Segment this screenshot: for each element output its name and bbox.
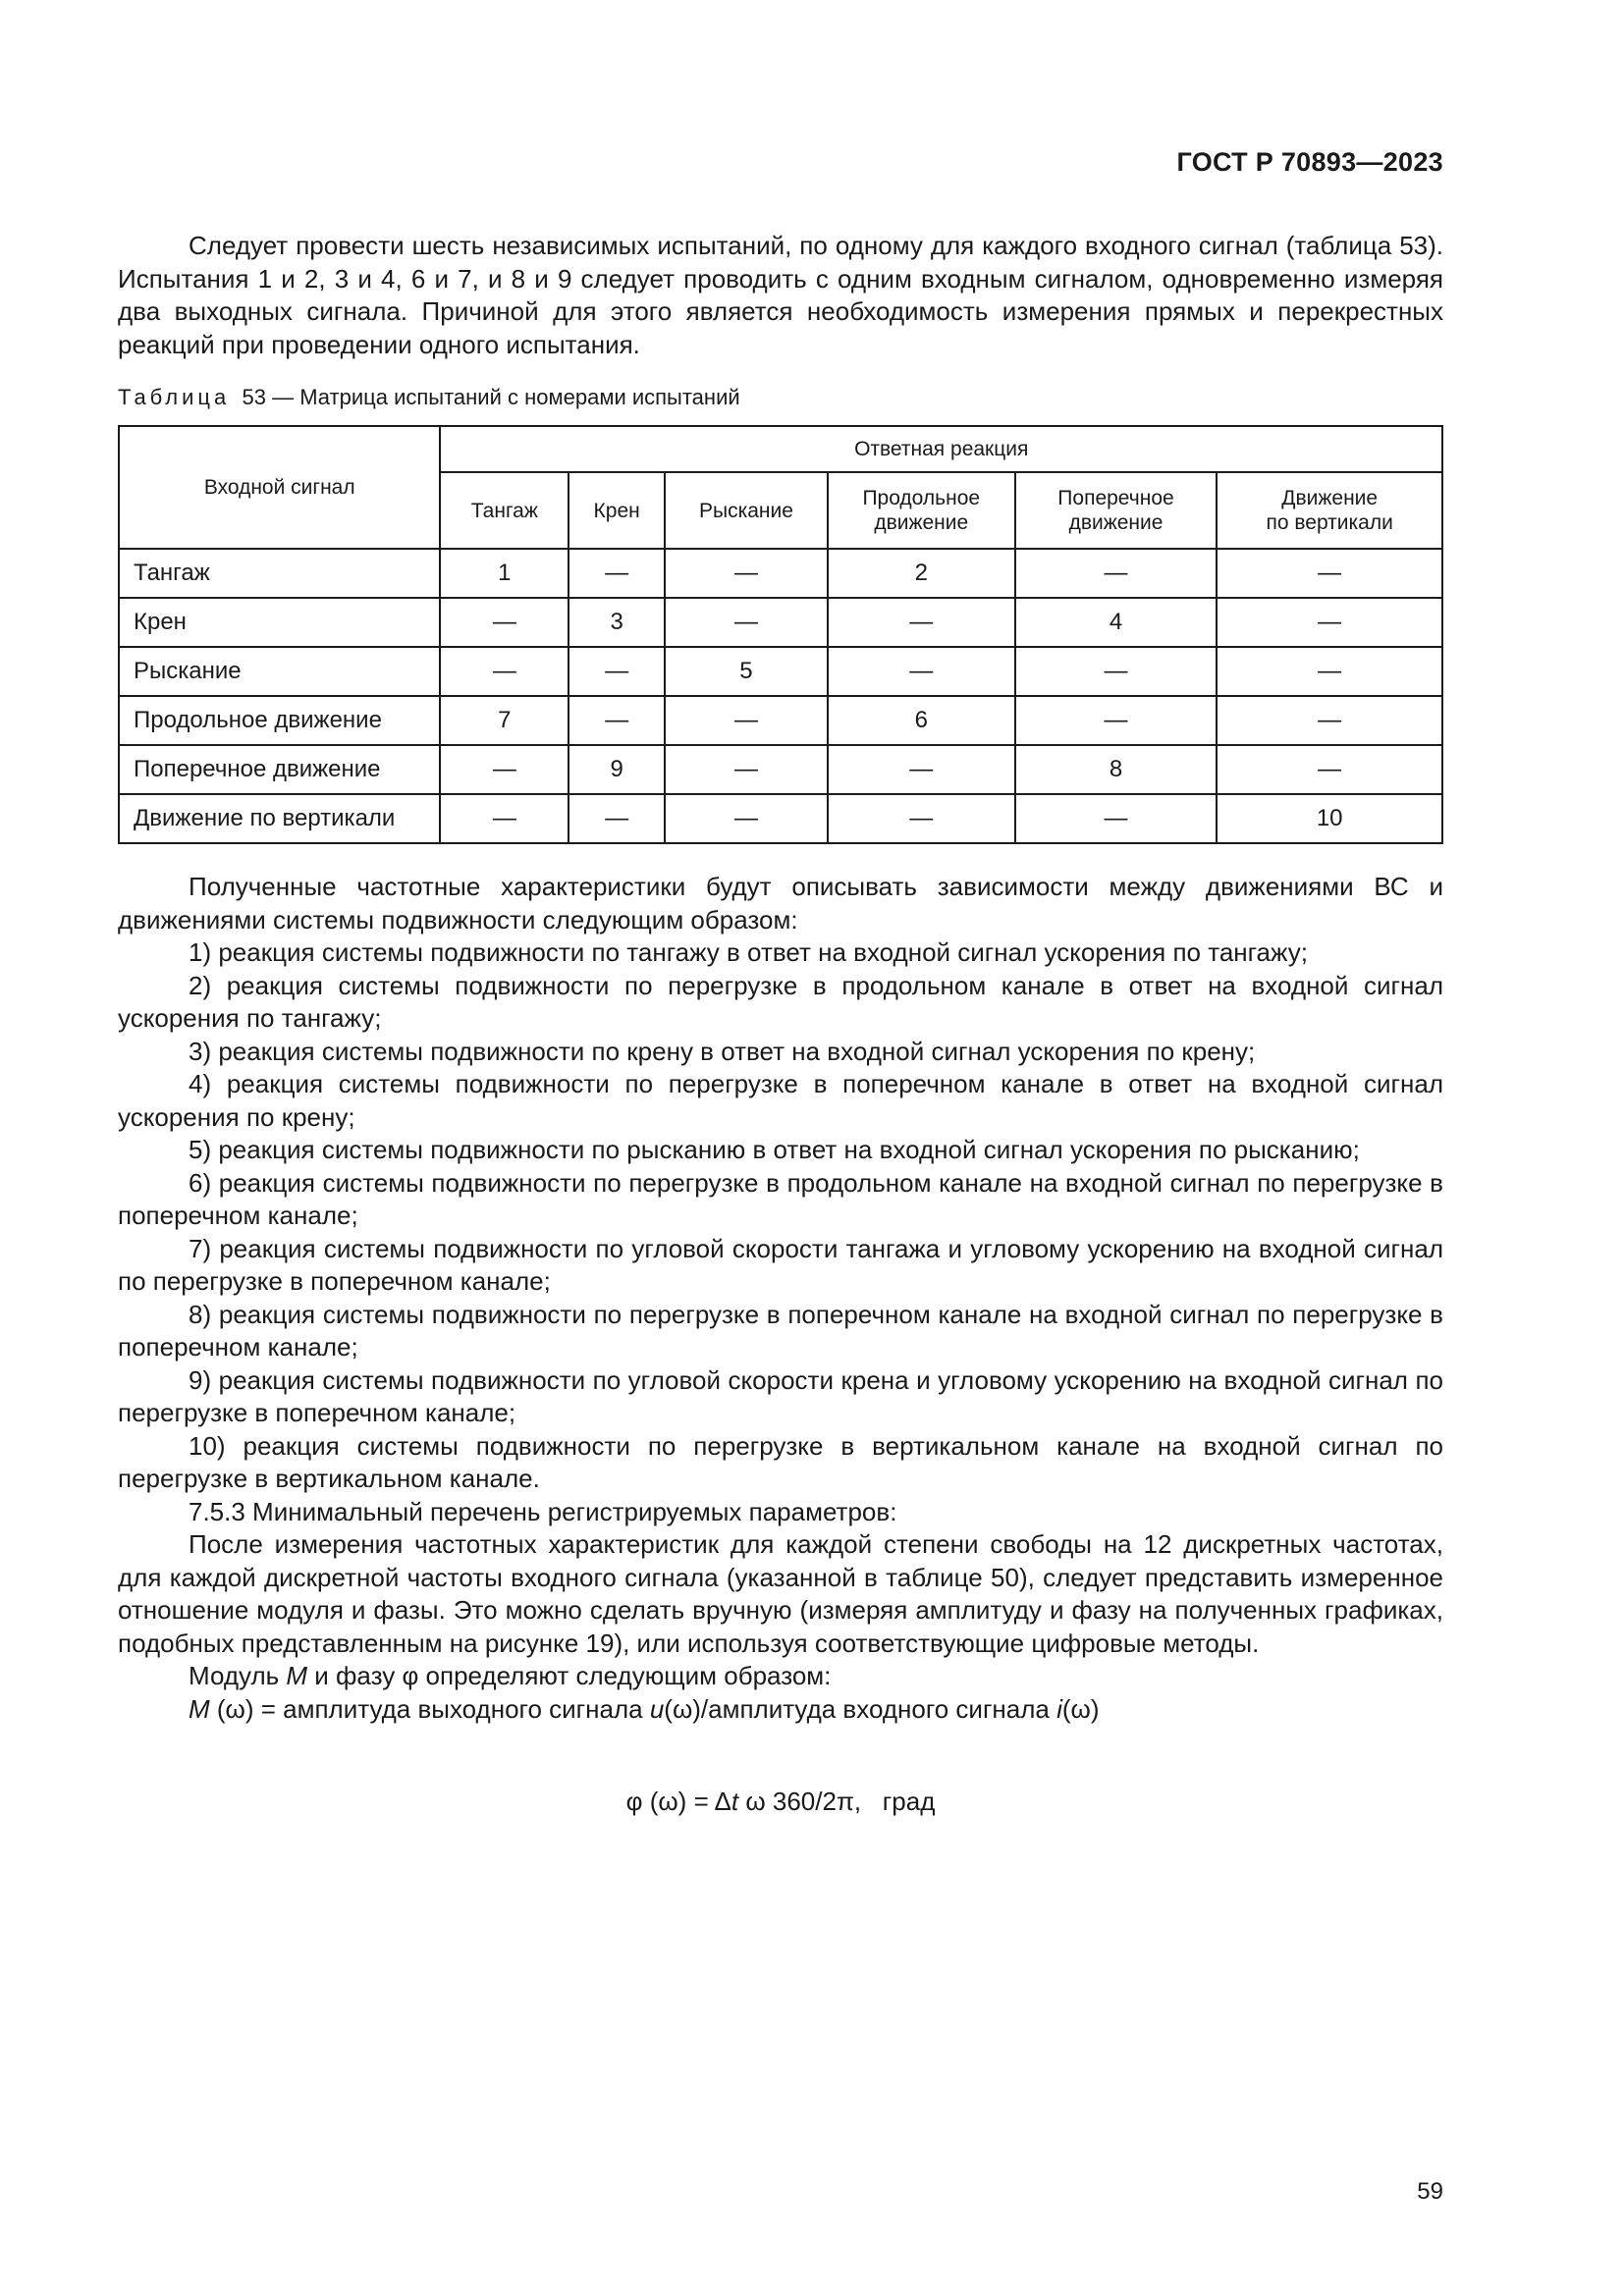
reaction-list-item: 3) реакция системы подвижности по крену в ответ на входной сигнал ускорения по крену; xyxy=(189,1036,1256,1066)
table-cell: — xyxy=(665,549,828,598)
response-header: Ответная реакция xyxy=(440,426,1442,472)
document-code: ГОСТ Р 70893—2023 xyxy=(1176,147,1443,177)
modulus-line xyxy=(118,1660,1443,1693)
after-paragraph: После измерения частотных характеристик для каждой степени свободы на 12 дискретных частотах, для каждой дискретной частоты входного сигнала (указанной в таблице 50), следует представить измеренное отношение модуля и фазы. Это можно сделать вручную (измеряя амплитуду и фазу на полученных графиках, подобных представленным на рисунке 19), или используя соответствующие цифровые методы. xyxy=(118,1529,1443,1658)
formula2-b: ω 360/2π, град xyxy=(738,1787,936,1816)
formula1-b: (ω)/амплитуда входного сигнала xyxy=(664,1693,1057,1724)
reaction-list-item: 8) реакция системы подвижности по перегрузке в поперечном канале на входной сигнал по перегрузке в поперечном канале; xyxy=(118,1299,1443,1362)
column-header-line: движение xyxy=(874,511,969,534)
table-cell: — xyxy=(440,598,568,647)
column-header xyxy=(1217,472,1442,549)
modulus-formula xyxy=(118,1693,1443,1727)
table-cell: — xyxy=(1217,696,1442,745)
table-cell: — xyxy=(828,745,1015,794)
row-label: Движение по вертикали xyxy=(119,794,440,843)
table-row xyxy=(119,696,1442,745)
reaction-list-item: 5) реакция системы подвижности по рысканию в ответ на входной сигнал ускорения по рысканию; xyxy=(189,1135,1360,1164)
formula1-c: (ω) xyxy=(1061,1693,1100,1724)
table-cell: — xyxy=(568,549,665,598)
reaction-list-item: 6) реакция системы подвижности по перегрузке в продольном канале на входной сигнал по перегрузке в поперечном канале; xyxy=(118,1167,1443,1230)
row-label: Рыскание xyxy=(119,647,440,696)
table-cell: — xyxy=(828,794,1015,843)
table-row xyxy=(119,794,1442,843)
table-cell: 9 xyxy=(568,745,665,794)
reaction-list-item: 7) реакция системы подвижности по угловой скорости тангажа и угловому ускорению на входной сигнал по перегрузке в поперечном канале; xyxy=(118,1233,1443,1296)
table-cell: 6 xyxy=(828,696,1015,745)
table-cell: — xyxy=(1015,549,1218,598)
table-cell: — xyxy=(1217,598,1442,647)
formula1-a: (ω) = амплитуда выходного сигнала xyxy=(209,1693,650,1724)
table-cell: 4 xyxy=(1015,598,1218,647)
table-cell: — xyxy=(665,598,828,647)
table-cell: 5 xyxy=(665,647,828,696)
page-number: 59 xyxy=(1417,2178,1443,2205)
table-cell: — xyxy=(1015,696,1218,745)
table-cell: — xyxy=(1217,549,1442,598)
modulus-text-a: Модуль xyxy=(189,1661,287,1690)
column-header-line: Движение xyxy=(1281,487,1379,509)
column-header-line: Крен xyxy=(593,499,640,522)
input-signal-header: Входной сигнал xyxy=(119,426,440,549)
table-cell: — xyxy=(665,696,828,745)
row-label: Тангаж xyxy=(119,549,440,598)
intro-paragraph: Следует провести шесть независимых испытаний, по одному для каждого входного сигнал (таблица 53). Испытания 1 и 2, 3 и 4, 6 и 7, и 8 и 9 следует проводить с одним входным сигналом, одновременно измеряя два выходных сигнала. Причиной для этого является необходимость измерения прямых и перекрестных реакций при проведении одного испытания. xyxy=(118,231,1443,359)
table-cell: — xyxy=(440,794,568,843)
formula2-a: φ (ω) = Δ xyxy=(625,1787,731,1816)
table-row xyxy=(119,549,1442,598)
test-matrix-table xyxy=(118,425,1443,844)
table-cell: — xyxy=(568,794,665,843)
table-caption-label: Таблица xyxy=(118,385,231,409)
reaction-list-item: 2) реакция системы подвижности по перегрузке в продольном канале в ответ на входной сигнал ускорения по тангажу; xyxy=(118,970,1443,1033)
table-caption xyxy=(118,385,740,410)
table-row xyxy=(119,745,1442,794)
formula1-i: i xyxy=(1056,1693,1062,1724)
table-cell: 7 xyxy=(440,696,568,745)
table-cell: — xyxy=(828,598,1015,647)
column-header xyxy=(440,472,568,549)
reaction-list-item: 1) реакция системы подвижности по тангажу в ответ на входной сигнал ускорения по тангажу; xyxy=(189,937,1308,967)
table-cell: 8 xyxy=(1015,745,1218,794)
phase-formula xyxy=(118,1787,1443,1817)
table-cell: — xyxy=(1015,647,1218,696)
reaction-list-item: 9) реакция системы подвижности по угловой скорости крена и угловому ускорению на входной сигнал по перегрузке в поперечном канале; xyxy=(118,1364,1443,1427)
column-header-line: по вертикали xyxy=(1266,511,1393,534)
table-cell: — xyxy=(1217,745,1442,794)
table-cell: 2 xyxy=(828,549,1015,598)
column-header-line: Тангаж xyxy=(470,499,538,522)
table-body xyxy=(119,549,1442,843)
reaction-list xyxy=(118,936,1443,1496)
table-cell: — xyxy=(665,794,828,843)
column-header-line: движение xyxy=(1068,511,1164,534)
modulus-symbol: M xyxy=(286,1661,308,1690)
section-heading: 7.5.3 Минимальный перечень регистрируемых параметров: xyxy=(189,1496,897,1526)
table-cell: — xyxy=(1015,794,1218,843)
lead-paragraph: Полученные частотные характеристики будут описывать зависимости между движениями ВС и движениями системы подвижности следующим образом: xyxy=(118,872,1443,934)
table-row xyxy=(119,647,1442,696)
table-cell: — xyxy=(665,745,828,794)
column-header xyxy=(828,472,1015,549)
body-text xyxy=(118,871,1443,1726)
formula2-t: t xyxy=(731,1787,739,1816)
reaction-list-item: 10) реакция системы подвижности по перегрузке в вертикальном канале на входной сигнал по перегрузке в вертикальном канале. xyxy=(118,1430,1443,1493)
table-row xyxy=(119,598,1442,647)
row-label: Продольное движение xyxy=(119,696,440,745)
modulus-text-b: и фазу φ определяют следующим образом: xyxy=(307,1661,832,1690)
table-cell: — xyxy=(828,647,1015,696)
table-cell: — xyxy=(440,647,568,696)
table-cell: 1 xyxy=(440,549,568,598)
table-cell: — xyxy=(440,745,568,794)
table-cell: — xyxy=(568,696,665,745)
formula1-M: M xyxy=(189,1693,210,1724)
table-cell: — xyxy=(568,647,665,696)
row-label: Крен xyxy=(119,598,440,647)
column-header-line: Поперечное xyxy=(1057,487,1174,509)
column-header xyxy=(568,472,665,549)
table-cell: 3 xyxy=(568,598,665,647)
formula1-u: u xyxy=(649,1693,665,1724)
table-cell: 10 xyxy=(1217,794,1442,843)
column-header xyxy=(1015,472,1218,549)
reaction-list-item: 4) реакция системы подвижности по перегрузке в поперечном канале в ответ на входной сигнал ускорения по крену; xyxy=(118,1069,1443,1132)
table-cell: — xyxy=(1217,647,1442,696)
column-header xyxy=(665,472,828,549)
column-header-line: Рыскание xyxy=(699,499,793,522)
row-label: Поперечное движение xyxy=(119,745,440,794)
column-header-line: Продольное xyxy=(862,487,981,509)
table-caption-text: 53 — Матрица испытаний с номерами испытаний xyxy=(242,385,740,409)
